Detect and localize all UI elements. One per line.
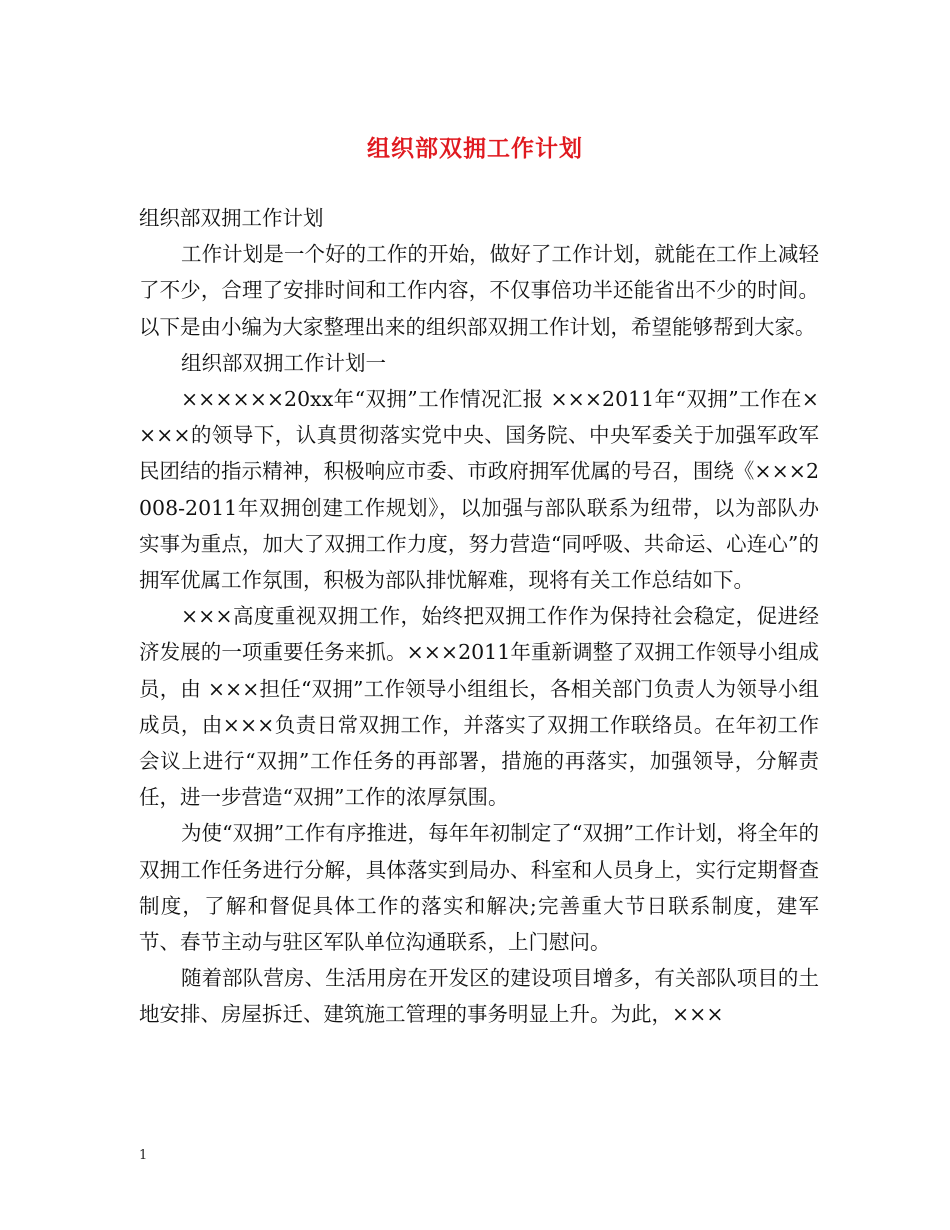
paragraph-intro: 工作计划是一个好的工作的开始，做好了工作计划，就能在工作上减轻了不少，合理了安排时间和工作内容，不仅事倍功半还能省出不少的时间。以下是由小编为大家整理出来的组织部双拥工作计划，希望能够帮到大家。 bbox=[139, 242, 819, 339]
page-number: 1 bbox=[139, 1148, 148, 1163]
paragraph-leadership: ×××高度重视双拥工作，始终把双拥工作作为保持社会稳定，促进经济发展的一项重要任务来抓。×××2011年重新调整了双拥工作领导小组成员，由 ×××担任“双拥”工作领导小组组长，各相关部门负责人为领导小组成员，由×××负责日常双拥工作，并落实了双拥工作联络员。在年初工作会议上进行“双拥”工作任务的再部署，措施的再落实，加强领导，分解责任，进一步营造“双拥”工作的浓厚氛围。 bbox=[139, 604, 819, 810]
paragraph-work-plan: 为使“双拥”工作有序推进，每年年初制定了“双拥”工作计划，将全年的双拥工作任务进行分解，具体落实到局办、科室和人员身上，实行定期督查制度，了解和督促具体工作的落实和解决;完善重大节日联系制度，建军节、春节主动与驻区军队单位沟通联系，上门慰问。 bbox=[139, 821, 819, 955]
paragraph-heading: 组织部双拥工作计划 bbox=[139, 206, 324, 230]
document-body bbox=[139, 200, 819, 1033]
paragraph-report-summary: ××××××20xx年“双拥”工作情况汇报 ×××2011年“双拥”工作在××××的领导下，认真贯彻落实党中央、国务院、中央军委关于加强军政军民团结的指示精神，积极响应市委、市政府拥军优属的号召，围绕《×××2008-2011年双拥创建工作规划》，以加强与部队联系为纽带，以为部队办实事为重点，加大了双拥工作力度，努力营造“同呼吸、共命运、心连心”的拥军优属工作氛围，积极为部队排忧解难，现将有关工作总结如下。 bbox=[139, 387, 819, 593]
paragraph-section-title: 组织部双拥工作计划一 bbox=[181, 350, 386, 375]
document-title: 组织部双拥工作计划 bbox=[367, 135, 583, 162]
paragraph-projects: 随着部队营房、生活用房在开发区的建设项目增多，有关部队项目的土地安排、房屋拆迁、建筑施工管理的事务明显上升。为此，××× bbox=[139, 966, 819, 1027]
